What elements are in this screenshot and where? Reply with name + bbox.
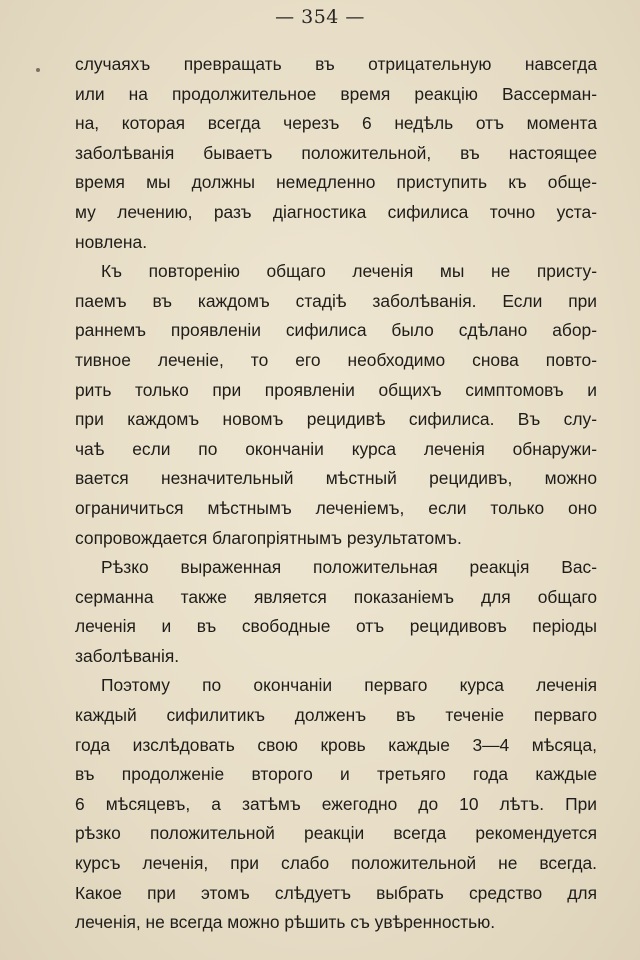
paragraph-3: [75, 553, 597, 671]
text-line: года изслѣдовать свою кровь каждые 3—4 мѣсяца,: [75, 734, 597, 755]
paragraph-2: [75, 257, 597, 553]
text-line: 6 мѣсяцевъ, а затѣмъ ежегодно до 10 лѣтъ. При: [75, 793, 597, 814]
text-line: каждый сифилитикъ долженъ въ теченіе перваго: [75, 705, 597, 726]
text-line: при каждомъ новомъ рецидивѣ сифилиса. Въ слу-: [75, 409, 597, 430]
text-line: леченія и въ свободные отъ рецидивовъ періоды: [75, 616, 597, 637]
text-line: Къ повторенію общаго леченія мы не присту-: [101, 261, 597, 282]
text-line: курсъ леченія, при слабо положительной не всегда.: [75, 853, 597, 874]
text-line: Какое при этомъ слѣдуетъ выбрать средство для: [75, 882, 597, 903]
paragraph-1: [75, 50, 597, 257]
text-line: заболѣванія.: [75, 645, 180, 666]
text-line: паемъ въ каждомъ стадіѣ заболѣванія. Если при: [75, 290, 597, 311]
text-line: рѣзко положительной реакціи всегда рекомендуется: [75, 823, 597, 844]
text-line: вается незначительный мѣстный рецидивъ, можно: [75, 468, 597, 489]
text-line: Поэтому по окончаніи перваго курса леченія: [101, 675, 597, 696]
text-line: серманна также является показаніемъ для общаго: [75, 586, 597, 607]
text-line: му лечению, разъ діагностика сифилиса точно уста-: [75, 201, 597, 222]
text-line: на, которая всегда черезъ 6 недѣль отъ момента: [75, 113, 597, 134]
paragraph-4: [75, 671, 597, 937]
text-line: леченія, не всегда можно рѣшить съ увѣренностью.: [75, 912, 496, 933]
text-line: новлена.: [75, 231, 148, 252]
page-number: — 354 —: [275, 6, 365, 28]
text-line: Рѣзко выраженная положительная реакція Вас-: [101, 557, 597, 578]
text-line: или на продолжительное время реакцію Вассерман-: [75, 83, 597, 104]
text-line: время мы должны немедленно приступить къ обще-: [75, 172, 597, 193]
text-line: въ продолженіе второго и третьяго года каждые: [75, 764, 597, 785]
text-line: чаѣ если по окончаніи курса леченія обнаружи-: [75, 438, 597, 459]
text-line: случаяхъ превращать въ отрицательную навсегда: [75, 54, 597, 74]
text-line: раннемъ проявленіи сифилиса было сдѣлано абор-: [75, 320, 597, 341]
text-line: ограничиться мѣстнымъ леченіемъ, если только оно: [75, 497, 597, 518]
text-line: сопровождается благопріятнымъ результатомъ.: [75, 527, 462, 548]
ink-speck: [36, 68, 40, 72]
text-line: тивное леченіе, то его необходимо снова повто-: [75, 349, 597, 370]
body-text: [75, 50, 597, 938]
text-line: рить только при проявленіи общихъ симптомовъ и: [75, 379, 597, 400]
text-line: заболѣванія бываетъ положительной, въ настоящее: [75, 142, 597, 163]
